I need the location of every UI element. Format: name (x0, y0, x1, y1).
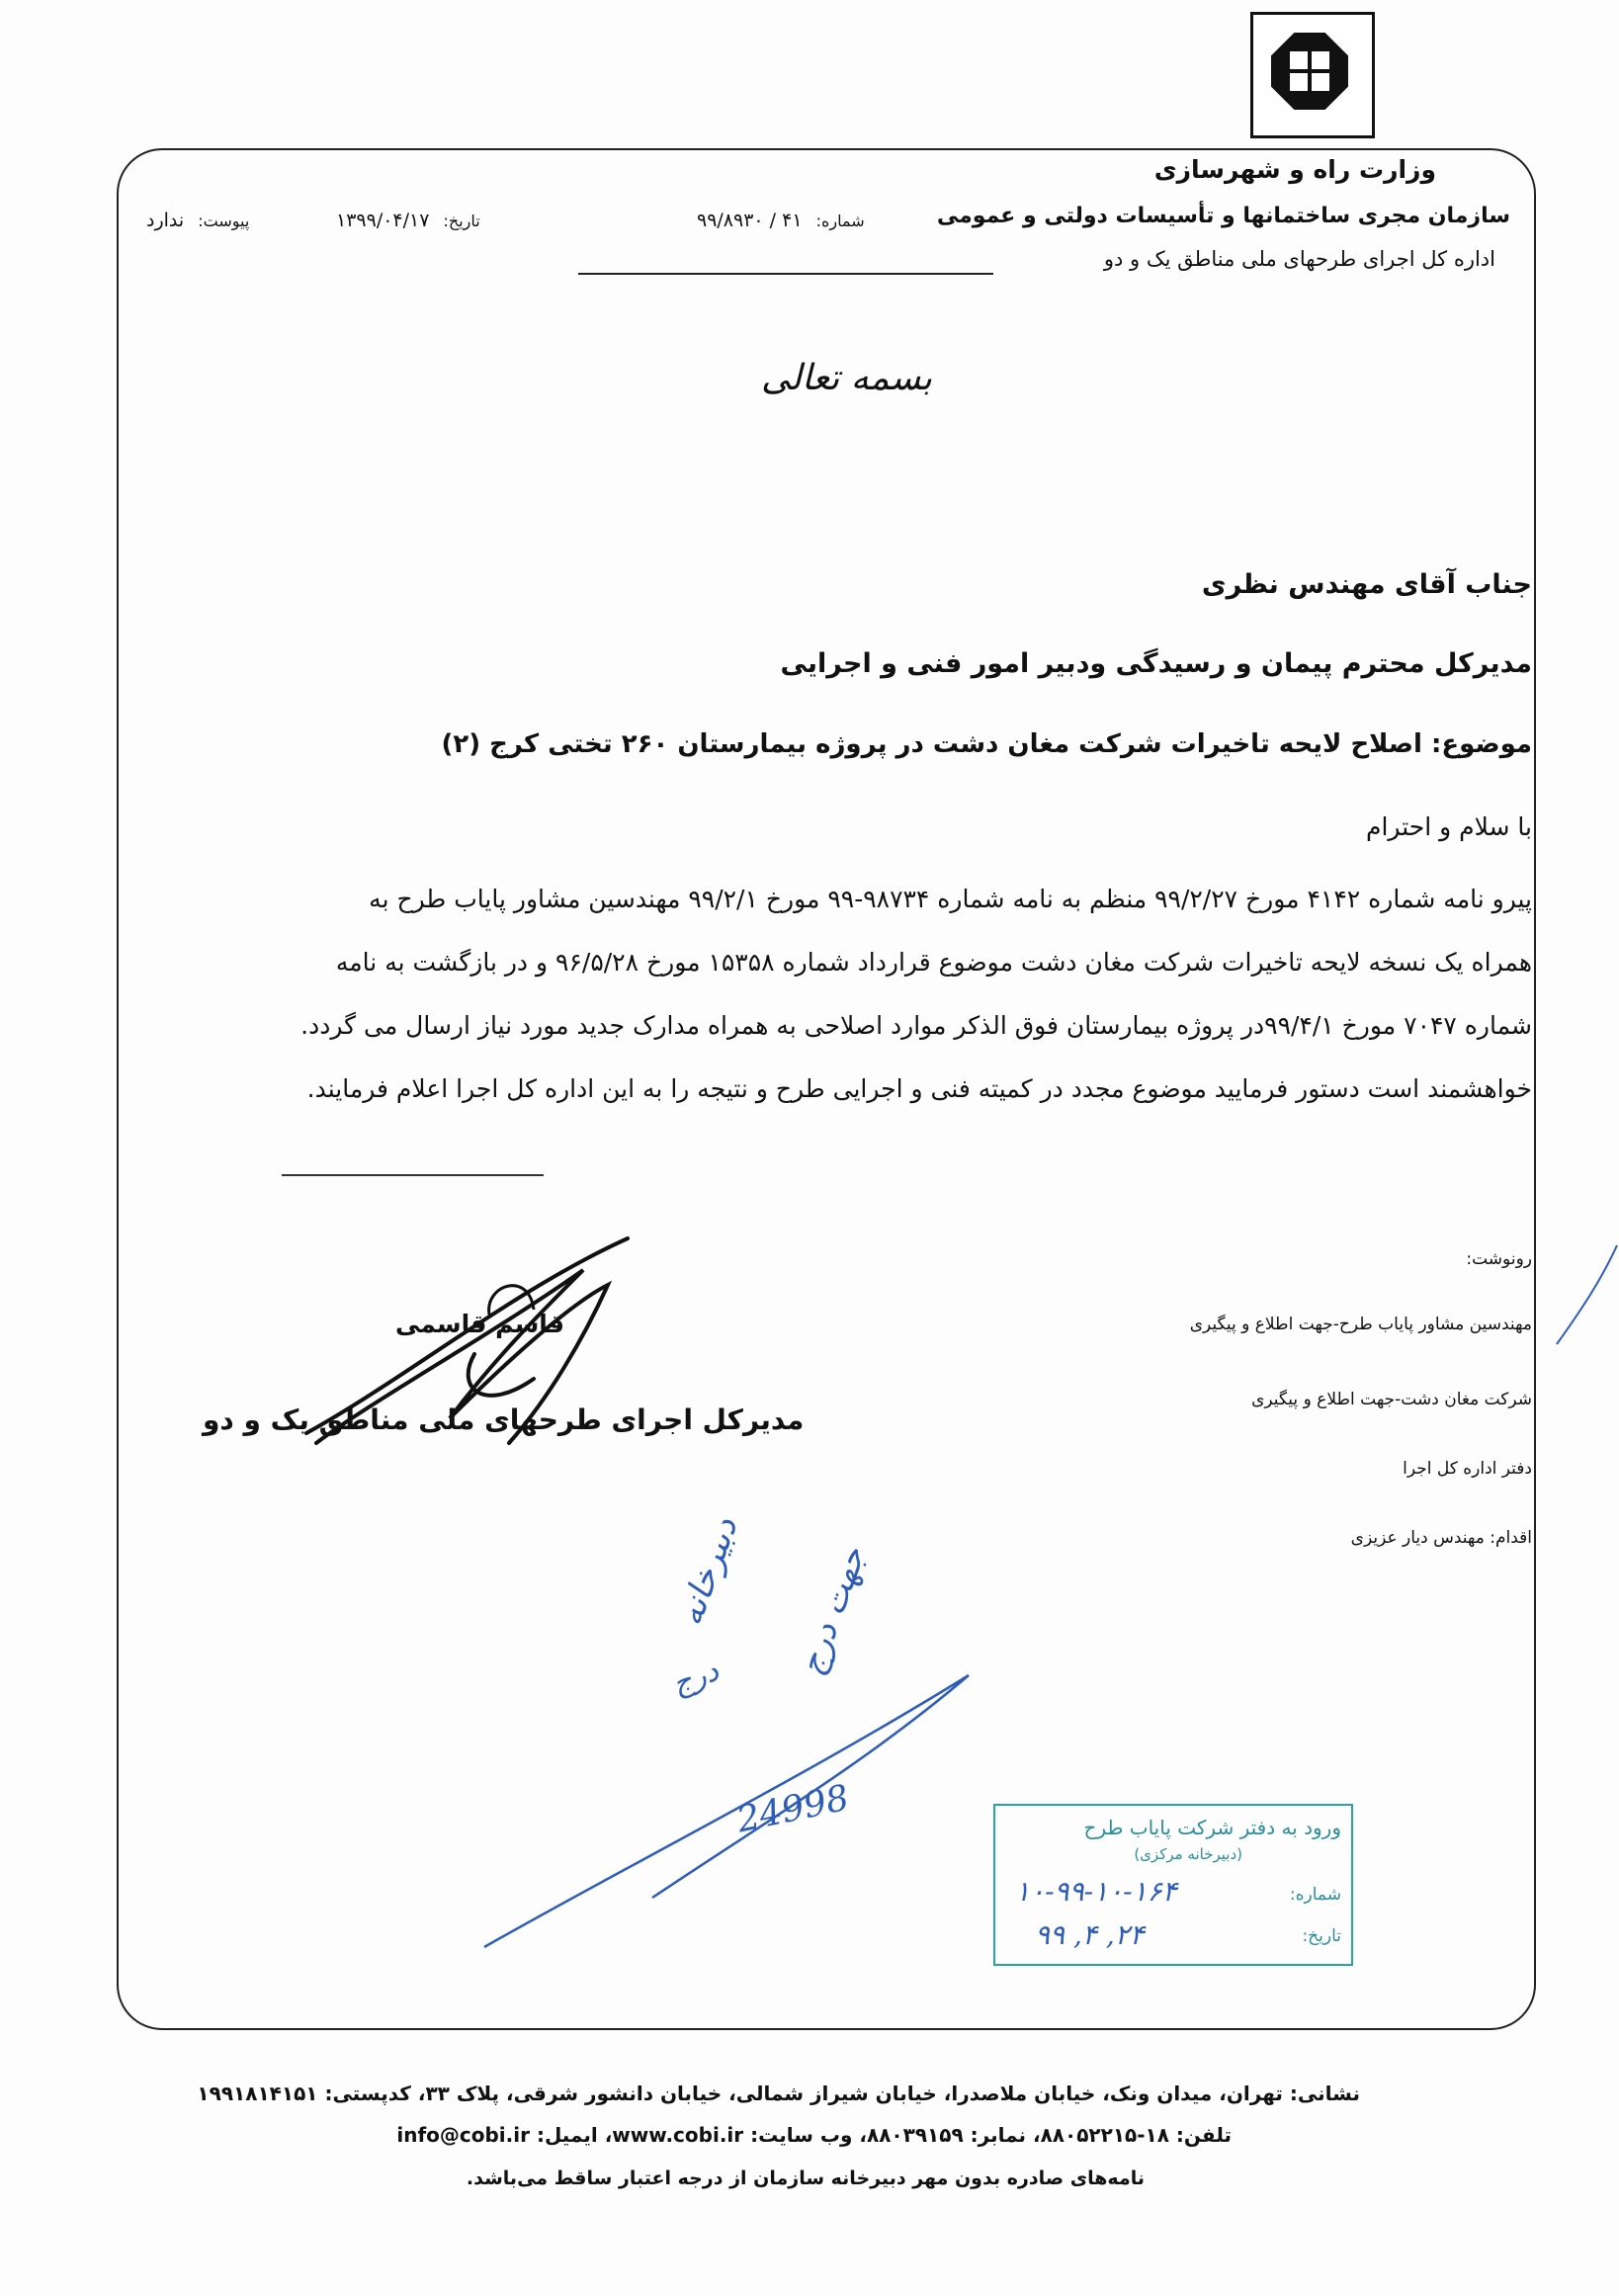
handwritten-stroke (474, 1670, 988, 1967)
body-line: همراه یک نسخه لایحه تاخیرات شرکت مغان دشت موضوع قرارداد شماره ۱۵۳۵۸ مورخ ۹۶/۵/۲۸ و در بازگشت به نامه (335, 948, 1532, 977)
handwritten-note: درج (667, 1653, 724, 1703)
body-line: شماره ۷۰۴۷ مورخ ۹۹/۴/۱در پروژه بیمارستان فوق الذکر موارد اصلاحی به همراه مدارک جدید مورد نیاز ارسال می گردد. (300, 1011, 1532, 1040)
cc-item: اقدام: مهندس دیار عزیزی (1350, 1528, 1532, 1548)
stamp-number-label: شماره: (1289, 1885, 1341, 1905)
footer-contact: تلفن: ۱۸-۸۸۰۵۲۲۱۵، نمابر: ۸۸۰۳۹۱۵۹، وب سایت: www.cobi.ir، ایمیل: info@cobi.ir (396, 2123, 1232, 2147)
cc-item: شرکت مغان دشت-جهت اطلاع و پیگیری (1251, 1390, 1532, 1409)
letter-date-value: ۱۳۹۹/۰۴/۱۷ (336, 210, 430, 231)
stamp-date-value: ۹۹ ,۴ ,۲۴ (1035, 1918, 1145, 1951)
body-line: پیرو نامه شماره ۴۱۴۲ مورخ ۹۹/۲/۲۷ منظم به نامه شماره ۹۸۷۳۴-۹۹ مورخ ۹۹/۲/۱ مهندسین مشاور پایاب طرح به (369, 885, 1532, 913)
handwritten-note: جهت درج (791, 1542, 874, 1680)
letter-attachment-label: پیوست: (198, 212, 250, 230)
stamp-number-value: ۱۰-۹۹-۱۰-۱۶۴ (1015, 1875, 1177, 1908)
ministry-logo (1250, 12, 1375, 138)
department-name: اداره کل اجرای طرحهای ملی مناطق یک و دو (1103, 247, 1495, 271)
margin-mark (1552, 1240, 1619, 1349)
addressee-title: مدیرکل محترم پیمان و رسیدگی ودبیر امور فنی و اجرایی (780, 648, 1532, 679)
stamp-title: ورود به دفتر شرکت پایاب طرح (1083, 1816, 1341, 1839)
letter-number-value: ۴۱ / ۹۹/۸۹۳۰ (697, 210, 803, 231)
handwritten-note: دبیرخانه (670, 1512, 746, 1631)
body-line: خواهشمند است دستور فرمایید موضوع مجدد در کمیته فنی و اجرایی طرح و نتیجه را به این اداره کل اجرا اعلام فرمایند. (306, 1074, 1532, 1103)
letter-number-label: شماره: (815, 212, 865, 230)
signatory-title: مدیرکل اجرای طرحهای ملی مناطق یک و دو (203, 1403, 805, 1436)
greeting: با سلام و احترام (1366, 812, 1532, 841)
cc-item: مهندسین مشاور پایاب طرح-جهت اطلاع و پیگیری (1189, 1315, 1532, 1334)
handwritten-signature (287, 1231, 652, 1488)
organization-name: سازمان مجری ساختمانها و تأسیسات دولتی و عمومی (936, 204, 1510, 228)
letter-number (697, 210, 865, 231)
logo-window-icon (1287, 48, 1332, 94)
signatory-name: قاسم قاسمی (395, 1310, 565, 1338)
ministry-name: وزارت راه و شهرسازی (1153, 155, 1436, 184)
handwritten-reference-number: 24998 (732, 1777, 853, 1841)
cc-item: دفتر اداره کل اجرا (1403, 1459, 1532, 1479)
footer-disclaimer: نامه‌های صادره بدون مهر دبیرخانه سازمان از درجه اعتبار ساقط می‌باشد. (466, 2168, 1145, 2189)
letter-date-label: تاریخ: (443, 212, 480, 230)
bismillah: بسمه تعالی (761, 358, 933, 398)
cc-label: رونوشت: (1466, 1249, 1532, 1269)
letter-attachment-value: ندارد (146, 210, 185, 231)
receipt-stamp (993, 1804, 1353, 1966)
body-separator (282, 1174, 544, 1176)
addressee-name: جناب آقای مهندس نظری (1201, 569, 1532, 600)
stamp-date-label: تاریخ: (1302, 1926, 1341, 1946)
letter-date (336, 210, 480, 231)
header-divider (578, 273, 993, 275)
letter-attachment (146, 210, 249, 231)
letter-body (119, 868, 1532, 1121)
stamp-subtitle: (دبیرخانه مرکزی) (1134, 1845, 1242, 1863)
footer-address: نشانی: تهران، میدان ونک، خیابان ملاصدرا، خیابان شیراز شمالی، خیابان دانشور شرقی، پلاک ۳۳، کدپستی: ۱۹۹۱۸۱۴۱۵۱ (197, 2082, 1360, 2105)
subject-line: موضوع: اصلاح لایحه تاخیرات شرکت مغان دشت در پروژه بیمارستان ۲۶۰ تختی کرج (۲) (441, 729, 1532, 759)
